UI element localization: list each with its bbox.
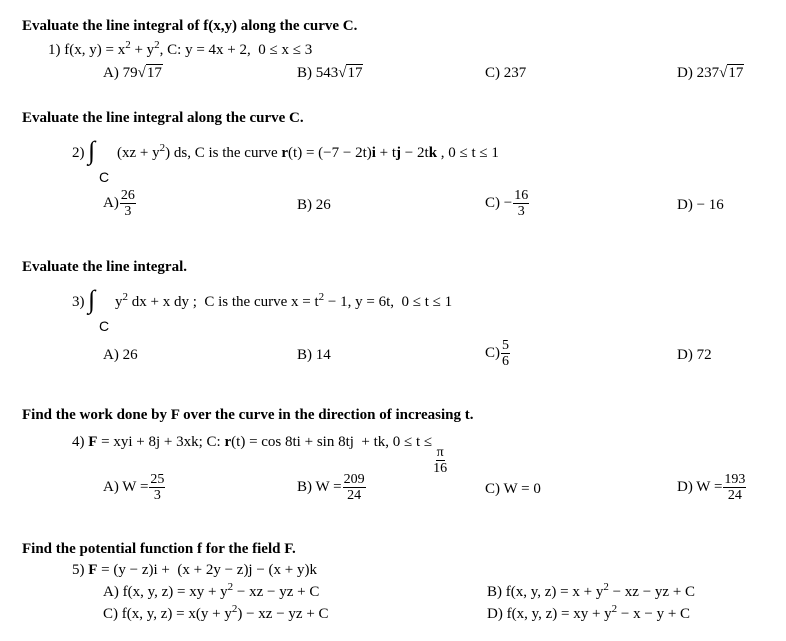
- q3-option-d[interactable]: D) 72: [677, 347, 712, 363]
- q5-option-a[interactable]: A) f(x, y, z) = xy + $y^2$ − xz − yz + C: [103, 581, 320, 600]
- q1-prompt: 1) f(x, $y) = x^2 + y^2$, C: y = 4x + 2, 0 ≤ x ≤ 3: [48, 39, 313, 58]
- q2-option-c[interactable]: C) − $\frac{16}{3}$: [485, 188, 529, 219]
- q5-option-b[interactable]: B) f(x, y, $z) = x + y^2$ − xz − yz + C: [487, 581, 696, 600]
- q3-contour-label: C: [99, 318, 110, 334]
- q3-option-a[interactable]: A) 26: [103, 347, 138, 363]
- q2-option-a[interactable]: A) $\frac{26}{3}$: [103, 188, 135, 219]
- q5-option-c[interactable]: C) f(x, y, $z) = x(y + y^2)$ − xz − yz + C: [103, 603, 329, 622]
- q5-option-d[interactable]: D) f(x, y, z) = xy + $y^2 - x - y + C$: [487, 603, 691, 622]
- q2-number: 2): [72, 145, 85, 161]
- q2-heading: Evaluate the line integral along the curve C.: [22, 110, 304, 126]
- q1-heading: Evaluate the line integral of f(x,y) along the curve C.: [22, 18, 358, 34]
- q2-option-b[interactable]: B) 26: [297, 197, 331, 213]
- q3-heading: Evaluate the line integral.: [22, 259, 187, 275]
- q4-option-a[interactable]: A) W = $\frac{25}{3}$: [103, 472, 165, 503]
- q2-option-d[interactable]: D) − 16: [677, 197, 724, 213]
- integral-sign: ∫: [88, 285, 96, 314]
- q1-option-a[interactable]: A) 79√17: [103, 65, 162, 81]
- q5-heading: Find the potential function f for the field F.: [22, 541, 296, 557]
- q5-prompt: 5) F = (y − z)i + (x + 2y − z)j − (x + y)k: [72, 562, 318, 578]
- integral-sign: ∫: [88, 136, 96, 165]
- q2-contour-label: C: [99, 169, 110, 185]
- q4-prompt: 4) F = xyi + 8j + 3xk; C: r(t) = cos 8ti + sin 8tj + tk, 0 ≤ t ≤ $\frac{\pi}{16}$: [72, 434, 448, 476]
- q3-prompt: $y^2$ dx + x dy ; C is the curve $x = t^2 - 1$, y = 6t, 0 ≤ t ≤ 1: [115, 291, 453, 310]
- q1-option-b[interactable]: B) 543√17: [297, 65, 363, 81]
- q4-heading: Find the work done by F over the curve in the direction of increasing t.: [22, 407, 474, 423]
- q4-option-d[interactable]: D) W = $\frac{193}{24}$: [677, 472, 746, 503]
- q4-option-c[interactable]: C) W = 0: [485, 481, 541, 497]
- q4-option-b[interactable]: B) W = $\frac{209}{24}$: [297, 472, 365, 503]
- q3-number: 3): [72, 294, 85, 310]
- q3-option-b[interactable]: B) 14: [297, 347, 331, 363]
- q1-option-d[interactable]: D) 237√17: [677, 65, 744, 81]
- q2-prompt: $(xz + y^2)$ ds, C is the curve r(t) = (−7 − 2t)i + tj − 2tk , 0 ≤ t ≤ 1: [117, 142, 499, 161]
- q3-option-c[interactable]: C) $\frac{5}{6}$: [485, 338, 509, 369]
- q1-option-c[interactable]: C) 237: [485, 65, 527, 81]
